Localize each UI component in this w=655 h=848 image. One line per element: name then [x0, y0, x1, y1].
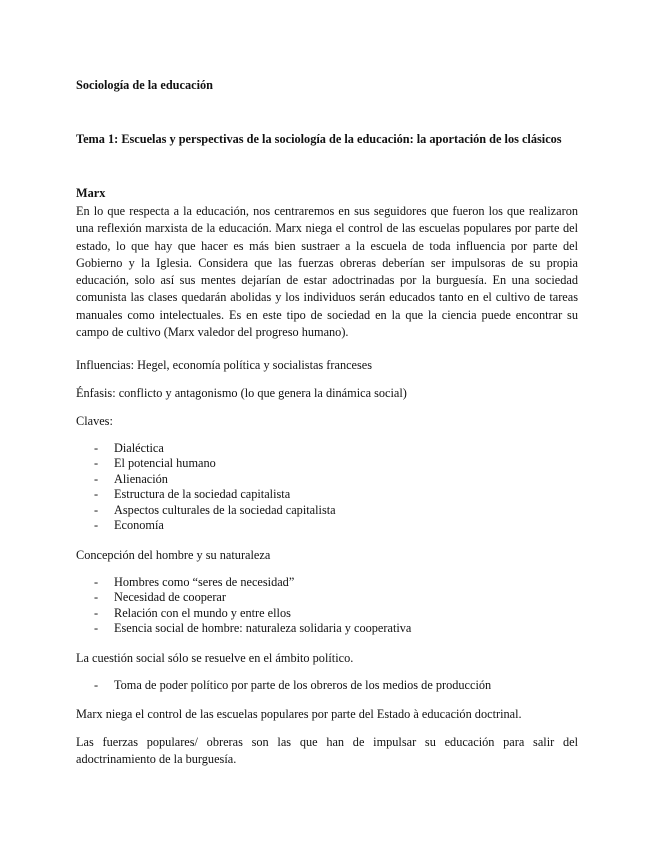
list-item: [76, 606, 578, 621]
conception-label: Concepción del hombre y su naturaleza: [76, 548, 271, 562]
list-item: [76, 575, 578, 590]
list-item-text: Estructura de la sociedad capitalista: [114, 487, 291, 502]
list-item: [76, 472, 578, 487]
list-item: [76, 678, 578, 693]
social-question-line: La cuestión social sólo se resuelve en el ámbito político.: [76, 651, 354, 665]
dash-bullet: -: [94, 487, 99, 502]
list-item: [76, 621, 578, 636]
dash-bullet: -: [94, 441, 99, 455]
dash-bullet: -: [94, 590, 99, 605]
list-item-text: Necesidad de cooperar: [114, 590, 226, 605]
dash-bullet: -: [94, 502, 99, 517]
popular-forces-paragraph: Las fuerzas populares/ obreras son las que han de impulsar su educación para salir del adoctrinamiento de la burguesía.: [76, 735, 578, 766]
list-item: [76, 518, 578, 533]
dash-bullet: -: [94, 471, 99, 486]
keys-list: [76, 441, 578, 533]
list-item-text: Toma de poder político por parte de los obreros de los medios de producción: [114, 678, 492, 692]
dash-bullet: -: [94, 621, 99, 636]
list-item-text: Alienación: [114, 471, 168, 486]
list-item: [76, 487, 578, 502]
list-item: [76, 441, 578, 456]
keys-label: Claves:: [76, 414, 113, 428]
topic-title: Tema 1: Escuelas y perspectivas de la sociología de la educación: la aportación de los clásicos: [76, 132, 562, 146]
dash-bullet: -: [94, 575, 99, 589]
dash-bullet: -: [94, 517, 99, 532]
list-item: [76, 590, 578, 605]
dash-bullet: -: [94, 678, 99, 692]
list-item: [76, 456, 578, 471]
list-item-text: Dialéctica: [114, 441, 164, 455]
conception-list: [76, 575, 578, 637]
list-item-text: Relación con el mundo y entre ellos: [114, 605, 291, 620]
social-question-list: [76, 678, 578, 693]
list-item-text: Economía: [114, 517, 164, 532]
list-item-text: Hombres como “seres de necesidad”: [114, 575, 295, 589]
dash-bullet: -: [94, 456, 99, 471]
list-item: [76, 503, 578, 518]
dash-bullet: -: [94, 605, 99, 620]
influences-line: Influencias: Hegel, economía política y socialistas franceses: [76, 358, 373, 372]
section-title-marx: Marx: [76, 186, 106, 200]
marx-control-line: Marx niega el control de las escuelas populares por parte del Estado à educación doctrinal.: [76, 707, 522, 721]
list-item-text: El potencial humano: [114, 456, 216, 471]
intro-paragraph: En lo que respecta a la educación, nos centraremos en sus seguidores que fueron los que realizaron una reflexión marxista de la educación. Marx niega el control de las escuelas populares por parte del estado, lo que hay que hacer es más bien sustraer a la escuela de toda influencia por parte del Gobierno y la Iglesia. Considera que las fuerzas obreras deberían ser impulsoras de su propia educación, solo así sus mentes dejarían de estar adoctrinadas por la burguesía. En una sociedad comunista las clases quedarán abolidas y los individuos serán educados tanto en el cultivo de tareas manuales como intelectuales. Es en este tipo de sociedad en la que la ciencia puede encontrar su campo de cultivo (Marx valedor del progreso humano).: [76, 204, 578, 340]
emphasis-line: Énfasis: conflicto y antagonismo (lo que genera la dinámica social): [76, 386, 407, 400]
list-item-text: Esencia social de hombre: naturaleza solidaria y cooperativa: [114, 621, 412, 636]
list-item-text: Aspectos culturales de la sociedad capitalista: [114, 502, 336, 517]
document-title: Sociología de la educación: [76, 78, 213, 92]
